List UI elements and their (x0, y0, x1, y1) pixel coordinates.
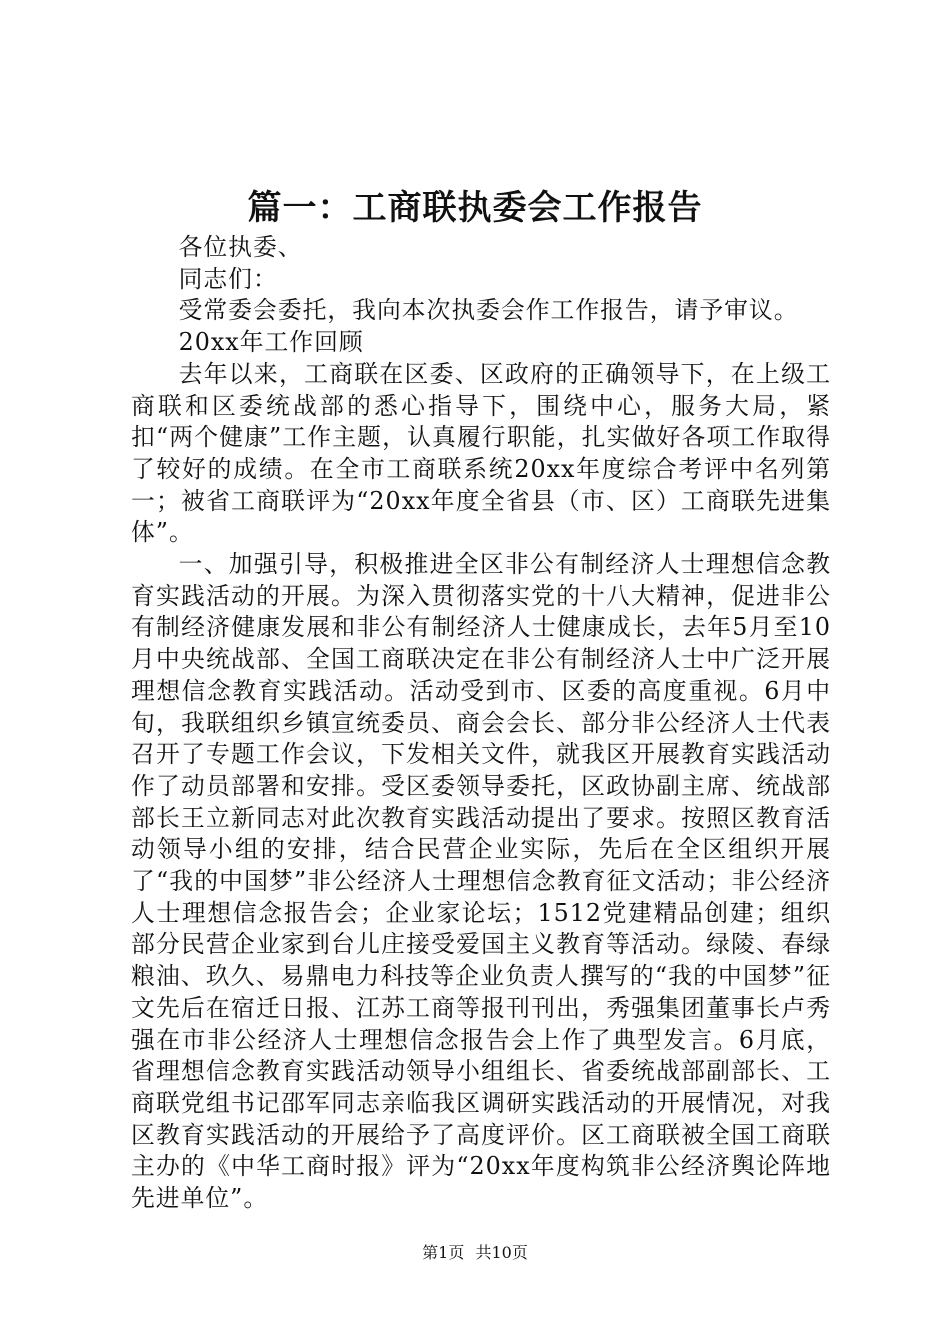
opening-paragraph: 受常委会委托，我向本次执委会作工作报告，请予审议。 (178, 296, 799, 325)
section-heading: 20xx年工作回顾 (178, 328, 364, 357)
document-title: 篇一：工商联执委会工作报告 (247, 188, 703, 228)
page-number: 第1页 (422, 1243, 465, 1262)
page-footer (0, 1241, 950, 1265)
page-total: 共10页 (475, 1243, 528, 1262)
salutation-line-2: 同志们： (178, 264, 278, 293)
section-one-paragraph: 一、加强引导，积极推进全区非公有制经济人士理想信念教育实践活动的开展。为深入贯彻落实党的十八大精神，促进非公有制经济健康发展和非公有制经济人士健康成长，去年5月至10月中央统战部、全国工商联决定在非公有制经济人士中广泛开展理想信念教育实践活动。活动受到市、区委的高度重视。6月中旬，我联组织乡镇宣统委员、商会会长、部分非公经济人士代表召开了专题工作会议，下发相关文件，就我区开展教育实践活动作了动员部署和安排。受区委领导委托，区政协副主席、统战部部长王立新同志对此次教育实践活动提出了要求。按照区教育活动领导小组的安排，结合民营企业实际，先后在全区组织开展了“我的中国梦”非公经济人士理想信念教育征文活动；非公经济人士理想信念报告会；企业家论坛；1512党建精品创建；组织部分民营企业家到台儿庄接受爱国主义教育等活动。绿陵、春绿粮油、玖久、易鼎电力科技等企业负责人撰写的“我的中国梦”征文先后在宿迁日报、江苏工商等报刊刊出，秀强集团董事长卢秀强在市非公经济人士理想信念报告会上作了典型发言。6月底，省理想信念教育实践活动领导小组组长、省委统战部副部长、工商联党组书记邵军同志亲临我区调研实践活动的开展情况，对我区教育实践活动的开展给予了高度评价。区工商联被全国工商联主办的《中华工商时报》评为“20xx年度构筑非公经济舆论阵地先进单位”。 (131, 550, 831, 1213)
salutation-line-1: 各位执委、 (178, 233, 303, 261)
document-body (131, 232, 831, 1215)
review-paragraph: 去年以来，工商联在区委、区政府的正确领导下，在上级工商联和区委统战部的悉心指导下，围绕中心，服务大局，紧扣“两个健康”工作主题，认真履行职能，扎实做好各项工作取得了较好的成绩。在全市工商联系统20xx年度综合考评中名列第一；被省工商联评为“20xx年度全省县（市、区）工商联先进集体”。 (131, 359, 831, 547)
